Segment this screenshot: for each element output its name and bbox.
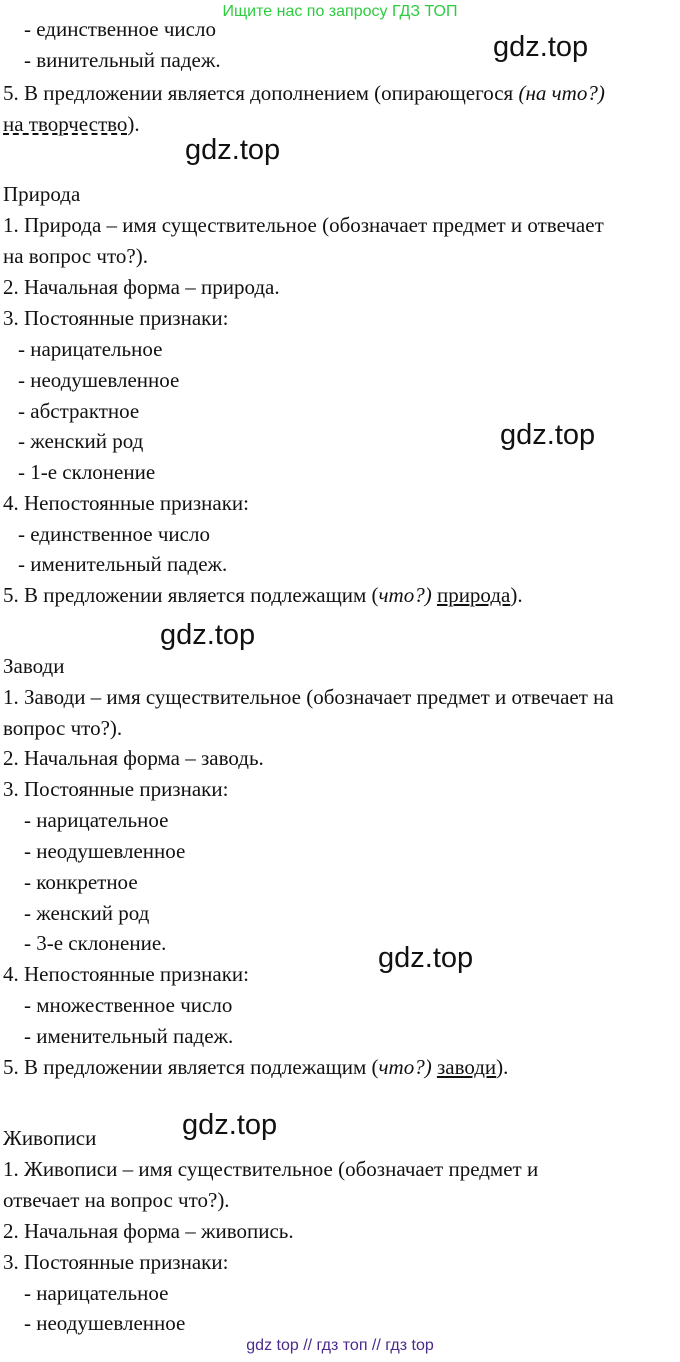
text-line	[3, 81, 605, 105]
object-underlined: на творчество	[3, 112, 128, 136]
text-line: 4. Непостоянные признаки:	[3, 962, 249, 986]
watermark: gdz.top	[185, 134, 281, 166]
footer-links: gdz top // гдз топ // гдз top	[246, 1337, 434, 1354]
text-span: 5. В предложении является дополнением (опирающегося	[3, 81, 519, 105]
text-line: - винительный падеж.	[24, 48, 221, 72]
text-line: 3. Постоянные признаки:	[3, 1250, 229, 1274]
list-item: - конкретное	[24, 870, 138, 894]
text-line: на вопрос что?).	[3, 244, 148, 268]
list-item: - именительный падеж.	[18, 552, 228, 576]
section-title-zavodi: Заводи	[3, 654, 65, 678]
text-span: 5. В предложении является подлежащим (	[3, 583, 379, 607]
list-item: - единственное число	[18, 522, 210, 546]
watermark: gdz.top	[378, 942, 474, 974]
list-item: - 1-е склонение	[18, 460, 156, 484]
text-line: 4. Непостоянные признаки:	[3, 491, 249, 515]
list-item: - именительный падеж.	[24, 1024, 234, 1048]
list-item: - абстрактное	[18, 399, 140, 423]
list-item: - 3-е склонение.	[24, 931, 167, 955]
section-title-zhivopisi: Живописи	[3, 1126, 97, 1150]
text-line	[3, 1055, 508, 1079]
text-line: 2. Начальная форма – заводь.	[3, 746, 264, 770]
list-item: - женский род	[18, 429, 144, 453]
question-italic: что?)	[378, 583, 432, 607]
text-line: 1. Живописи – имя существительное (обозначает предмет и	[3, 1157, 539, 1181]
text-span: ).	[127, 112, 140, 136]
subject-underlined: природа	[436, 583, 511, 607]
text-line: отвечает на вопрос что?).	[3, 1188, 230, 1212]
text-span: ).	[510, 583, 523, 607]
text-span: 5. В предложении является подлежащим (	[3, 1055, 379, 1079]
watermark: gdz.top	[160, 619, 256, 651]
watermark: gdz.top	[493, 31, 589, 63]
list-item: - неодушевленное	[24, 1311, 186, 1335]
list-item: - неодушевленное	[24, 839, 186, 863]
search-banner: Ищите нас по запросу ГДЗ ТОП	[222, 3, 458, 20]
text-line: - единственное число	[24, 17, 216, 41]
text-line: 1. Заводи – имя существительное (обозначает предмет и отвечает на	[3, 685, 614, 709]
text-line: 2. Начальная форма – природа.	[3, 275, 280, 299]
text-line	[3, 112, 140, 136]
list-item: - неодушевленное	[18, 368, 180, 392]
list-item: - нарицательное	[24, 808, 169, 832]
list-item: - множественное число	[24, 993, 233, 1017]
text-line: 1. Природа – имя существительное (обозначает предмет и отвечает	[3, 213, 604, 237]
question-italic: что?)	[378, 1055, 432, 1079]
section-title-priroda: Природа	[3, 182, 81, 206]
question-italic: (на что?)	[518, 81, 605, 105]
list-item: - женский род	[24, 901, 150, 925]
list-item: - нарицательное	[24, 1281, 169, 1305]
text-line: 3. Постоянные признаки:	[3, 777, 229, 801]
text-line	[3, 583, 523, 607]
watermark: gdz.top	[500, 419, 596, 451]
text-line: вопрос что?).	[3, 716, 123, 740]
subject-underlined: заводи	[436, 1055, 497, 1079]
list-item: - нарицательное	[18, 337, 163, 361]
watermark: gdz.top	[182, 1109, 278, 1141]
text-line: 3. Постоянные признаки:	[3, 306, 229, 330]
text-line: 2. Начальная форма – живопись.	[3, 1219, 294, 1243]
text-span: ).	[496, 1055, 509, 1079]
